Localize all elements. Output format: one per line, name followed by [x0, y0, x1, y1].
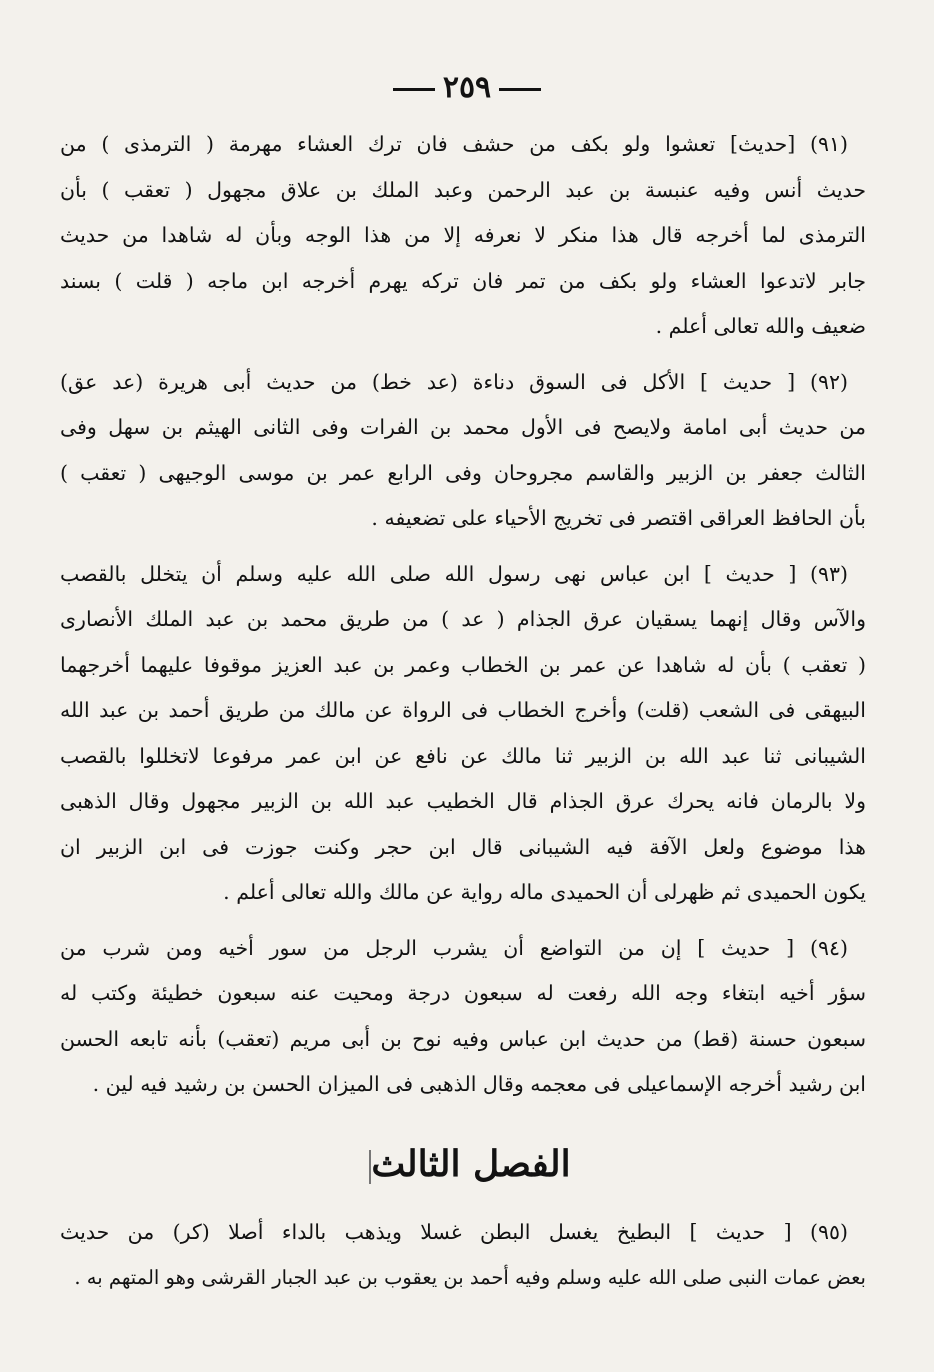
text-line: من حديث أبى امامة ولايصح فى الأول محمد بن الفرات وفى الثانى الهيثم بن سهل وفى: [60, 415, 866, 439]
page-number-value: ٢٥٩: [442, 70, 492, 105]
text-line: والآس وقال إنهما يسقيان عرق الجذام ( عد ) من طريق محمد بن عبد الملك الأنصارى: [60, 607, 866, 631]
text-line: (٩١) [حديث] تعشوا ولو بكف من حشف فان ترك العشاء مهرمة ( الترمذى ) من: [60, 132, 848, 156]
text-line: يكون الحميدى ثم ظهرلى أن الحميدى ماله رواية عن مالك والله تعالى أعلم .: [223, 880, 866, 904]
text-line: الثالث جعفر بن الزبير والقاسم مجروحان وفى الرابع عمر بن موسى الوجيهى ( تعقب ): [60, 460, 866, 485]
text-line: هذا موضوع ولعل الآفة فيه الشيبانى قال ابن حجر وكنت جوزت فى ابن الزبير ان: [60, 834, 866, 859]
text-line: حديث أنس وفيه عنبسة بن عبد الرحمن وعبد الملك بن علاق مجهول ( تعقب ) بأن: [60, 177, 866, 202]
text-line: سؤر أخيه ابتغاء وجه الله رفعت له سبعون درجة ومحيت عنه سبعون خطيئة وكتب له: [60, 981, 866, 1005]
text-line: ابن رشيد أخرجه الإسماعيلى فى معجمه وقال الذهبى فى الميزان الحسن بن رشيد فيه لين .: [92, 1072, 866, 1096]
text-line: (٩٢) [ حديث ] الأكل فى السوق دناءة (عد خط) من حديث أبى هريرة (عد عق): [60, 369, 848, 394]
page-number-dash-left: [393, 88, 435, 91]
text-line: (٩٣) [ حديث ] ابن عباس نهى رسول الله صلى الله عليه وسلم أن يتخلل بالقصب: [60, 561, 848, 586]
text-line: ولا بالرمان فانه يحرك عرق الجذام قال الخطيب عبد الله بن الزبير مجهول وقال الذهبى: [60, 789, 866, 813]
text-line: ( تعقب ) بأن له شاهدا عن عمر بن الخطاب وعمر بن عبد العزيز موقوفا عليهما أخرجهما: [60, 652, 866, 677]
text-line: الترمذى لما أخرجه قال هذا منكر لا نعرفه إلا من هذا الوجه وبأن له شاهدا من حديث: [60, 223, 866, 247]
hadith-entry-91: [60, 122, 866, 350]
text-line: بعض عمات النبى صلى الله عليه وسلم وفيه أحمد بن يعقوب بن عبد الجبار القرشى وهو المتهم به .: [74, 1266, 866, 1289]
hadith-entry-94: [60, 926, 866, 1108]
text-line: جابر لاتدعوا العشاء ولو بكف من تمر فان تركه يهرم أخرجه ابن ماجه ( قلت ) بسند: [60, 268, 866, 293]
text-line: (٩٥) [ حديث ] البطيخ يغسل البطن غسلا ويذهب بالداء أصلا (كر) من حديث: [60, 1219, 848, 1244]
text-line: الشيبانى ثنا عبد الله بن الزبير ثنا مالك عن نافع عن ابن عمر مرفوعا لاتخللوا بالقصب: [60, 743, 866, 768]
page-number: [0, 70, 934, 105]
hadith-entry-93: [60, 552, 866, 916]
hadith-entry-95: [60, 1210, 866, 1301]
page-number-dash-right: [499, 88, 541, 91]
text-line: ضعيف والله تعالى أعلم .: [655, 314, 866, 338]
text-line: البيهقى فى الشعب (قلت) وأخرج الخطاب فى الرواة عن مالك من طريق أحمد بن عبد الله: [60, 698, 866, 722]
text-line: (٩٤) [ حديث ] إن من التواضع أن يشرب الرجل من سور أخيه ومن شرب من: [60, 935, 848, 960]
text-line: سبعون حسنة (قط) من حديث ابن عباس وفيه نوح بن أبى مريم (تعقب) بأنه تابعه الحسن: [60, 1026, 866, 1051]
section-heading-text: الفصل الثالث: [371, 1142, 571, 1185]
section-heading: [60, 1118, 866, 1210]
page-body: [60, 122, 866, 1311]
hadith-entry-92: [60, 360, 866, 542]
text-line: بأن الحافظ العراقى اقتصر فى تخريج الأحياء على تضعيفه .: [371, 506, 866, 530]
